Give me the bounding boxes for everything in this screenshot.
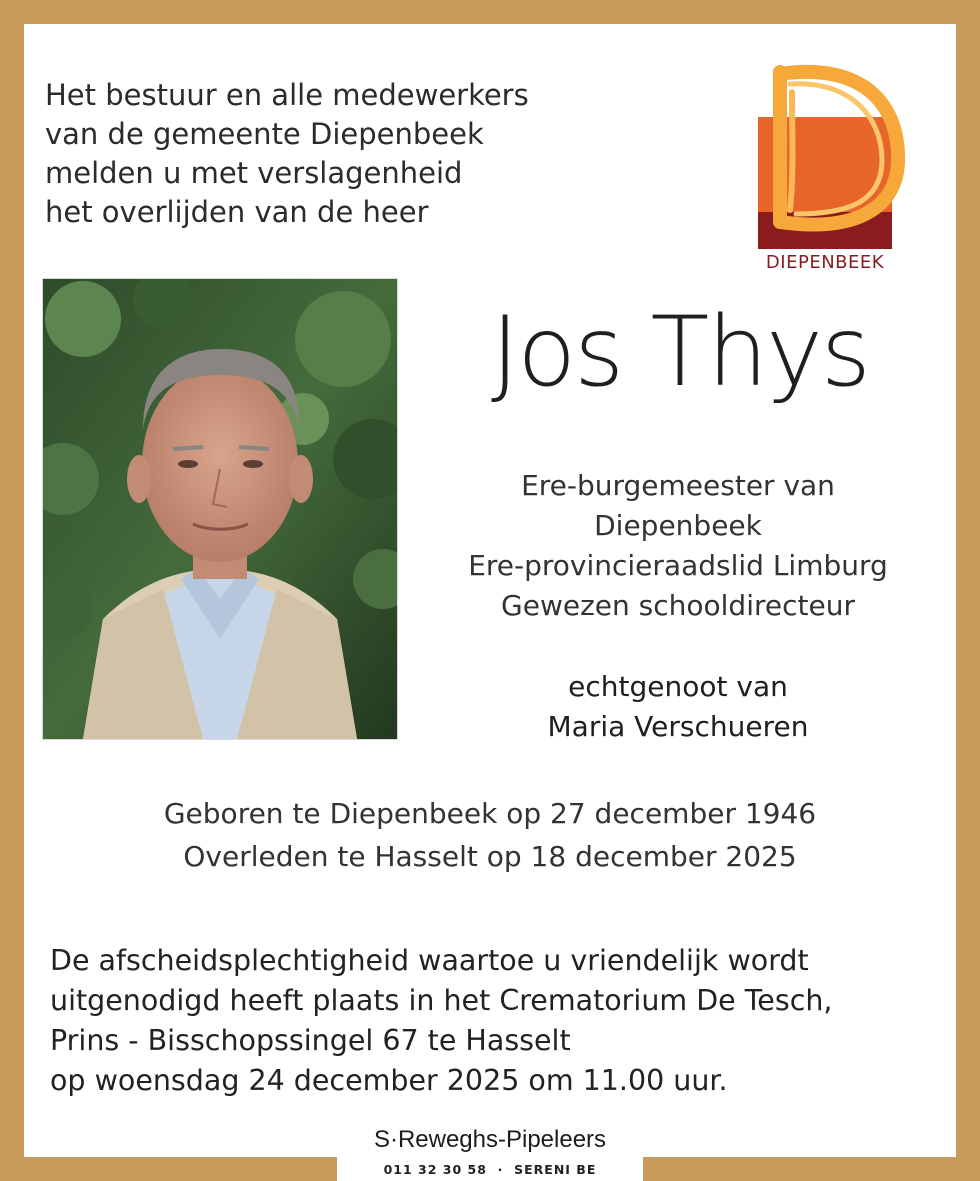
- intro-line: van de gemeente Diepenbeek: [45, 117, 484, 151]
- ceremony-line: op woensdag 24 december 2025 om 11.00 uur.: [50, 1064, 728, 1097]
- funeral-home-footer: [337, 1122, 643, 1181]
- life-dates: [40, 792, 940, 878]
- diepenbeek-logo: [750, 62, 910, 277]
- death-date: Overleden te Hasselt op 18 december 2025: [183, 840, 797, 873]
- intro-line: het overlijden van de heer: [45, 195, 429, 229]
- honorary-titles: [426, 466, 930, 626]
- ceremony-line: uitgenodigd heeft plaats in het Crematorium De Tesch,: [50, 984, 833, 1017]
- spouse-info: [426, 667, 930, 747]
- announcement-text: [45, 76, 529, 232]
- funeral-home-brand: S·Reweghs-Pipeleers: [373, 1126, 607, 1153]
- separator-dot: ·: [497, 1162, 504, 1177]
- ceremony-line: De afscheidsplechtigheid waartoe u vriendelijk wordt: [50, 944, 809, 977]
- ceremony-line: Prins - Bisschopssingel 67 te Hasselt: [50, 1024, 571, 1057]
- deceased-name: Jos Thys: [491, 296, 869, 408]
- funeral-home-contact: [337, 1162, 643, 1177]
- phone-number: 011 32 30 58: [383, 1162, 487, 1177]
- network-name: SERENI BE: [514, 1162, 597, 1177]
- spouse-intro: echtgenoot van: [568, 670, 788, 703]
- ceremony-details: [50, 941, 930, 1101]
- title-line: Ere-burgemeester van: [521, 469, 835, 502]
- logo-wordmark: DIEPENBEEK: [765, 252, 885, 273]
- intro-line: melden u met verslagenheid: [45, 156, 463, 190]
- portrait-photo: [42, 278, 398, 740]
- title-line: Gewezen schooldirecteur: [501, 589, 855, 622]
- spouse-name: Maria Verschueren: [547, 710, 809, 743]
- title-line: Diepenbeek: [594, 509, 762, 542]
- intro-line: Het bestuur en alle medewerkers: [45, 78, 529, 112]
- birth-date: Geboren te Diepenbeek op 27 december 1946: [163, 797, 817, 830]
- title-line: Ere-provincieraadslid Limburg: [468, 549, 888, 582]
